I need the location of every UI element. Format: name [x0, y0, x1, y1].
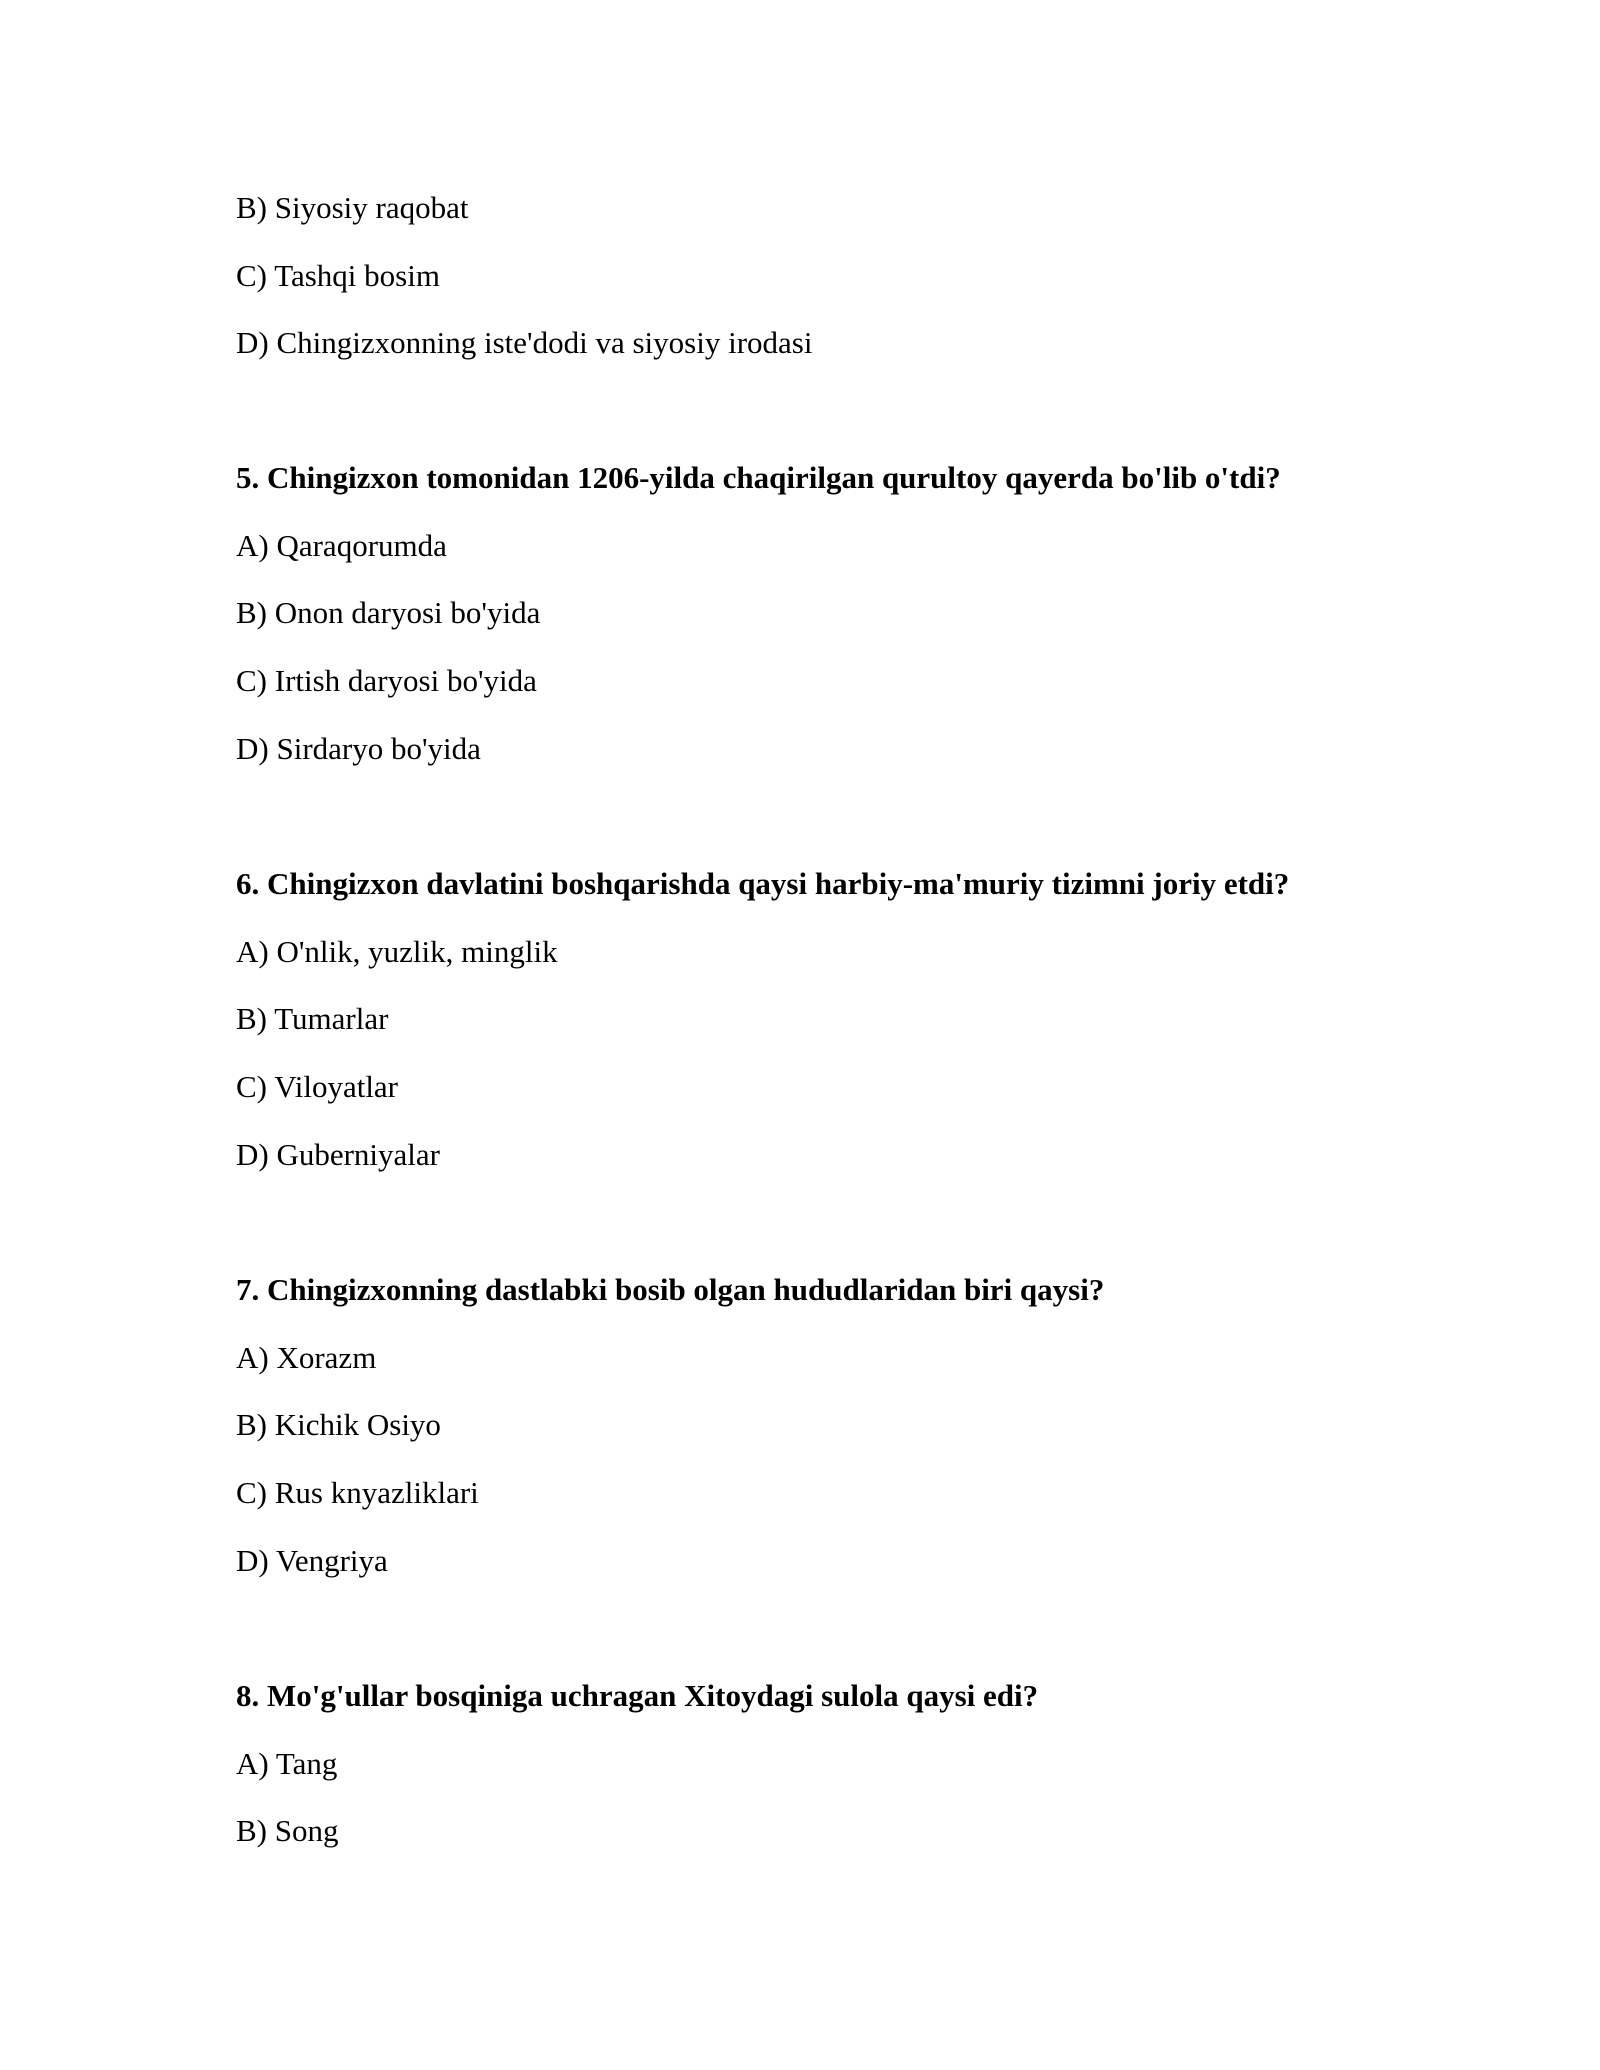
option-5c: C) Irtish daryosi bo'yida: [236, 663, 537, 698]
option-8b: B) Song: [236, 1813, 339, 1848]
option-4b: B) Siyosiy raqobat: [236, 190, 469, 225]
option-7a: A) Xorazm: [236, 1340, 377, 1375]
option-6d: D) Guberniyalar: [236, 1137, 440, 1172]
question-5: 5. Chingizxon tomonidan 1206-yilda chaqirilgan qurultoy qayerda bo'lib o'tdi?: [236, 460, 1281, 495]
option-6a: A) O'nlik, yuzlik, minglik: [236, 934, 558, 969]
option-4c: C) Tashqi bosim: [236, 258, 440, 293]
option-5a: A) Qaraqorumda: [236, 528, 447, 563]
option-6b: B) Tumarlar: [236, 1001, 389, 1036]
option-7b: B) Kichik Osiyo: [236, 1407, 441, 1442]
option-5d: D) Sirdaryo bo'yida: [236, 731, 481, 766]
option-5b: B) Onon daryosi bo'yida: [236, 595, 541, 630]
question-8: 8. Mo'g'ullar bosqiniga uchragan Xitoydagi sulola qaysi edi?: [236, 1678, 1039, 1713]
option-6c: C) Viloyatlar: [236, 1069, 399, 1104]
option-7c: C) Rus knyazliklari: [236, 1475, 479, 1510]
question-6: 6. Chingizxon davlatini boshqarishda qaysi harbiy-ma'muriy tizimni joriy etdi?: [236, 866, 1290, 901]
option-7d: D) Vengriya: [236, 1543, 388, 1578]
option-4d: D) Chingizxonning iste'dodi va siyosiy irodasi: [236, 325, 813, 360]
option-8a: A) Tang: [236, 1746, 338, 1781]
question-7: 7. Chingizxonning dastlabki bosib olgan hududlaridan biri qaysi?: [236, 1272, 1105, 1307]
